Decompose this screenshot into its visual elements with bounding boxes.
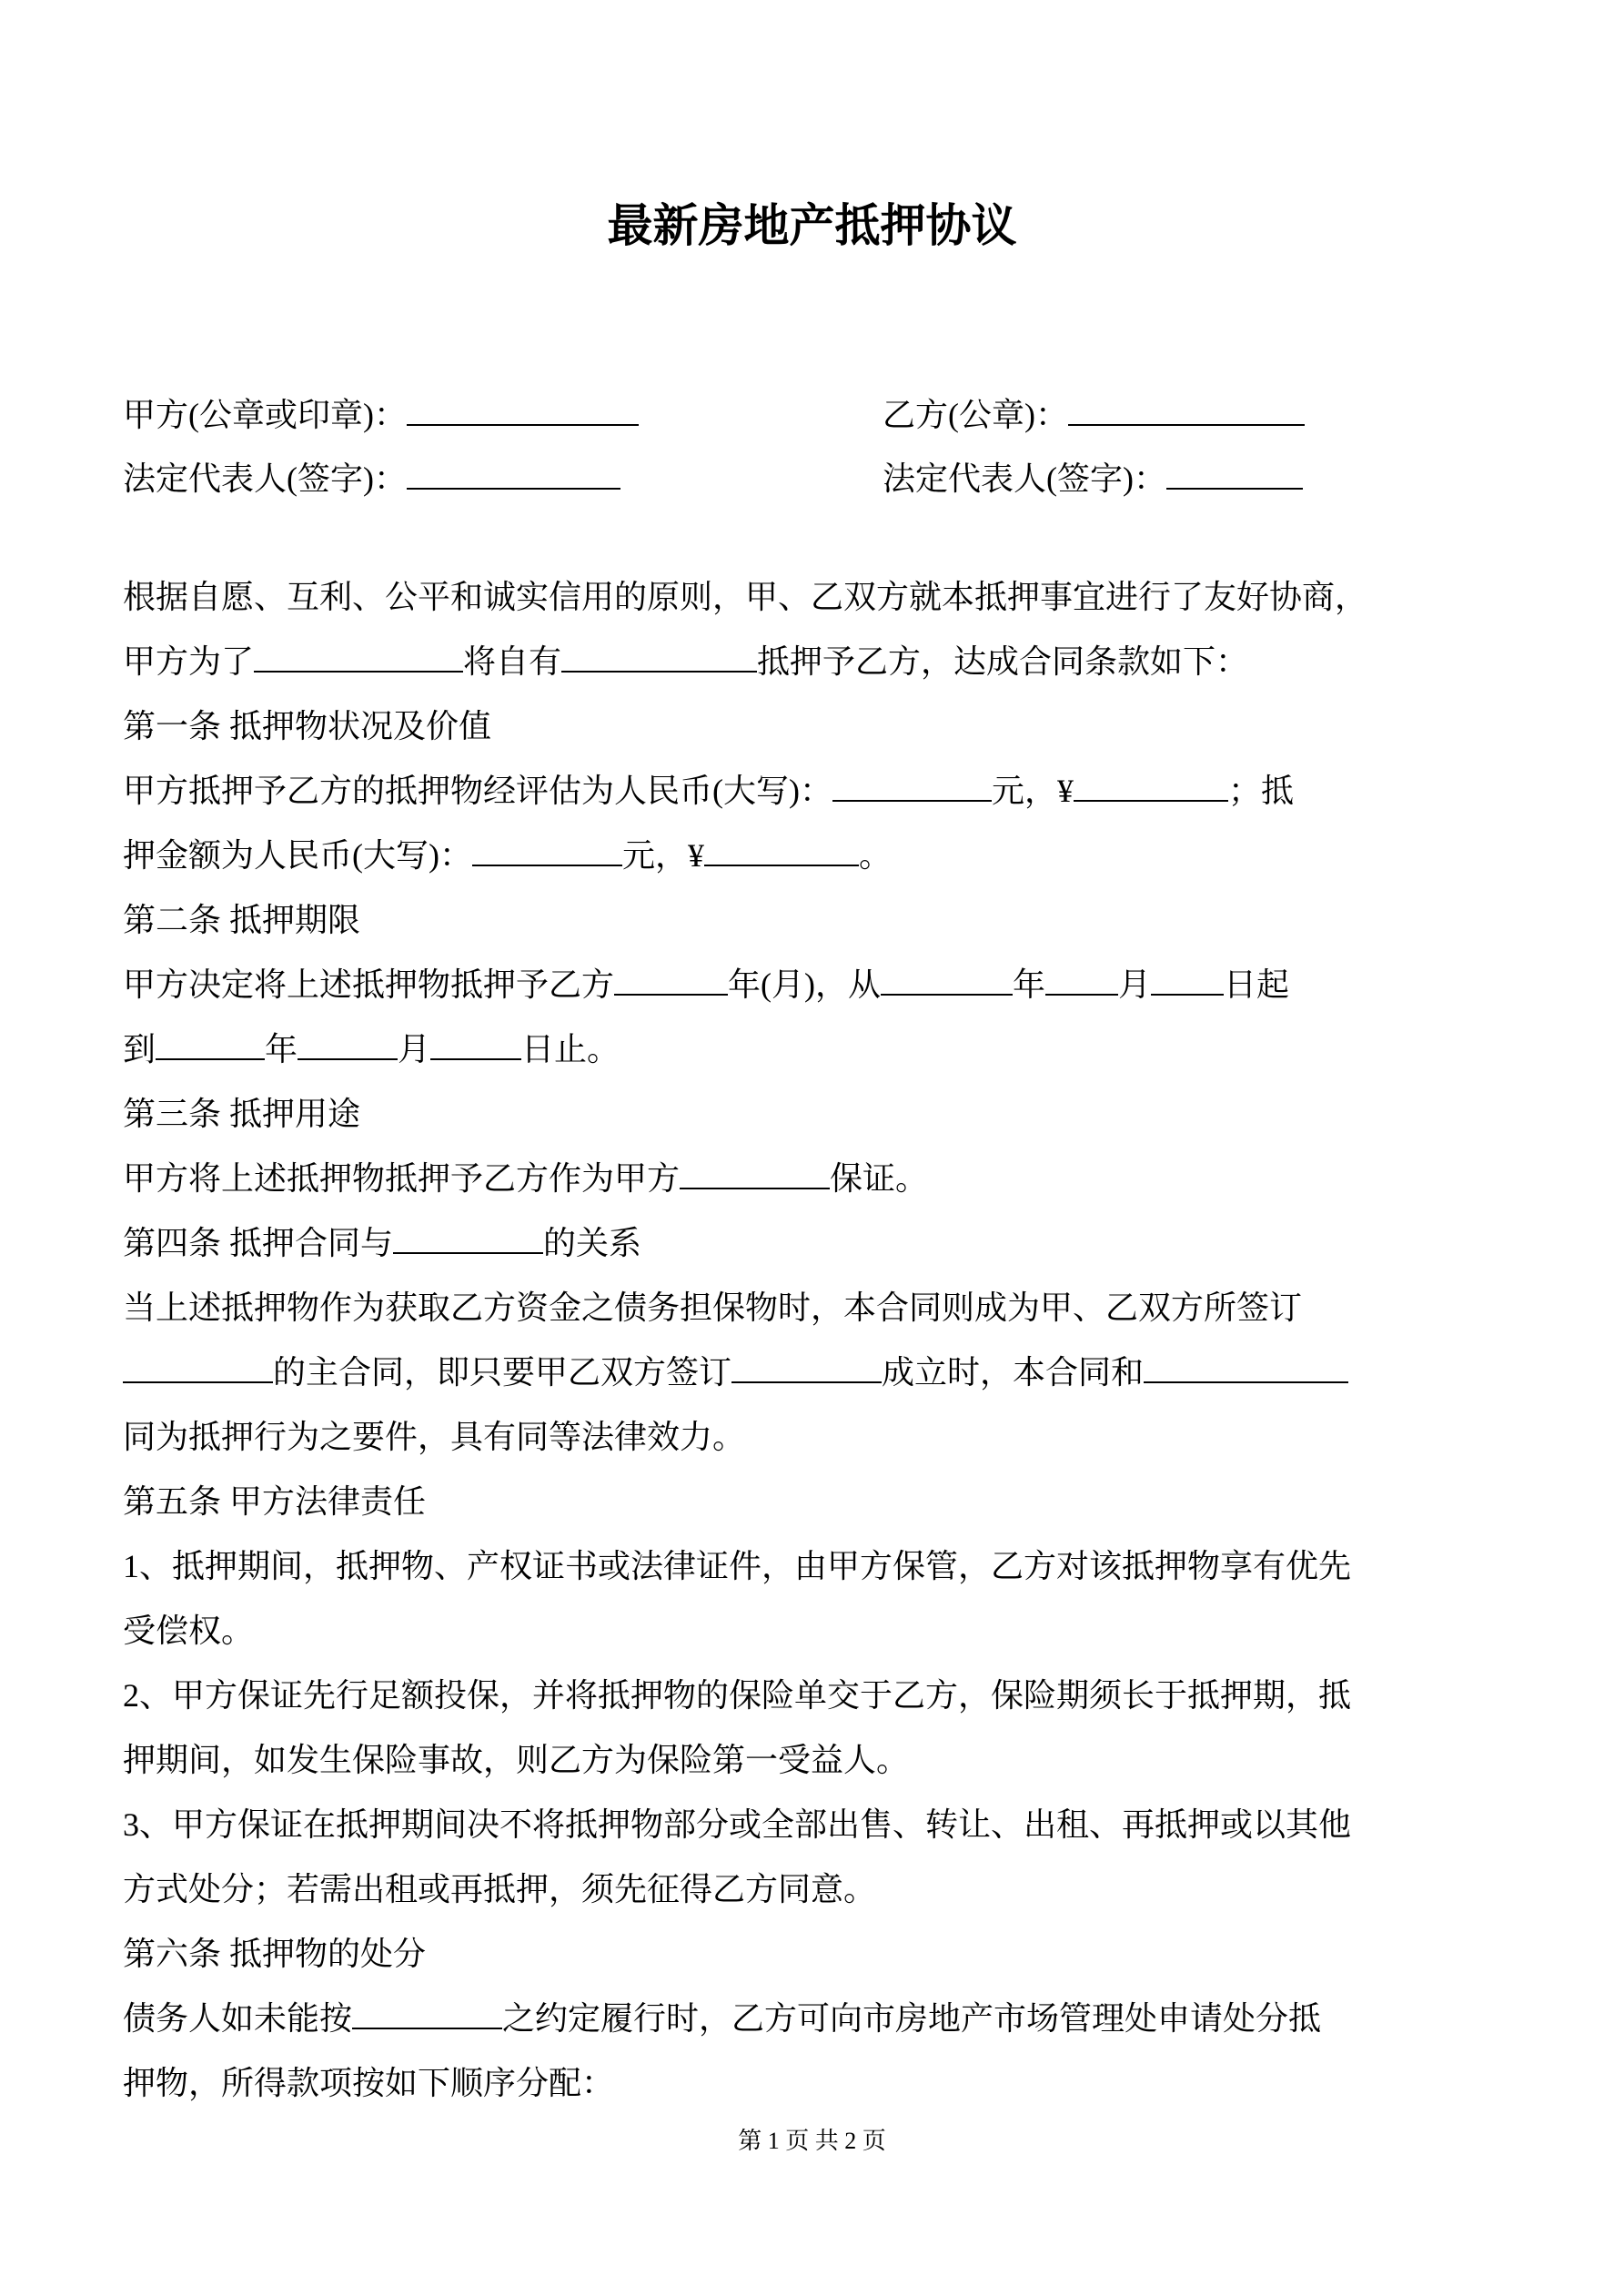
body-text: 方式处分；若需出租或再抵押，须先征得乙方同意。 [123,1871,877,1907]
fill-in-blank [156,1055,265,1060]
party-cell [123,383,883,447]
body-text: 1、抵押期间，抵押物、产权证书或法律证件，由甲方保管，乙方对该抵押物享有优先 [123,1548,1352,1584]
fill-in-blank [430,1055,521,1060]
fill-in-blank [1068,420,1305,426]
body-text: 月 [398,1031,431,1067]
fill-in-blank [393,1249,543,1254]
body-text: 第六条 抵押物的处分 [123,1936,427,1972]
body-line [123,824,1606,888]
body-text: 受偿权。 [123,1613,255,1649]
fill-in-blank [832,796,992,802]
fill-in-blank [731,1378,882,1383]
body-text: 押金额为人民币(大写)： [123,837,472,874]
body-text: 的主合同，即只要甲乙双方签订 [273,1354,732,1391]
body-line [123,1922,1606,1987]
body-line [123,1276,1606,1340]
body-text: 成立时，本合同和 [882,1354,1145,1391]
body-line [123,565,1606,630]
fill-in-blank [472,861,622,866]
party-row [123,447,1588,511]
body-text: 年 [265,1031,298,1067]
fill-in-blank [1045,990,1118,996]
fill-in-blank [1166,484,1303,490]
body-line [123,1340,1606,1405]
page-footer: 第 1 页 共 2 页 [738,2128,886,2154]
party-label: 法定代表人(签字)： [123,460,407,497]
document-title: 最新房地产抵押协议 [607,200,1017,251]
body-text: 押物，所得款项按如下顺序分配： [123,2065,615,2101]
party-label: 乙方(公章)： [883,397,1068,433]
body-line [123,1211,1606,1276]
party-cell [883,447,1588,511]
fill-in-blank [561,667,757,673]
fill-in-blank [298,1055,398,1060]
body-text: 元，¥ [991,773,1074,809]
body-text: 当上述抵押物作为获取乙方资金之债务担保物时，本合同则成为甲、乙双方所签订 [123,1290,1303,1326]
body-text: ；抵 [1228,773,1295,809]
body-line [123,630,1606,694]
body-text: 同为抵押行为之要件，具有同等法律效力。 [123,1419,746,1455]
body-line [123,888,1606,953]
body-line [123,1857,1606,1922]
fill-in-blank [407,484,620,490]
body-text: 押期间，如发生保险事故，则乙方为保险第一受益人。 [123,1742,910,1778]
body-line [123,1987,1606,2051]
fill-in-blank [1144,1378,1348,1383]
body-line [123,1793,1606,1857]
body-line [123,1017,1606,1082]
body-text: 年(月)，从 [728,966,881,1003]
body-line [123,1534,1606,1599]
party-label: 法定代表人(签字)： [883,460,1166,497]
body-text: 抵押予乙方，达成合同条款如下： [757,643,1249,680]
party-cell [123,447,883,511]
party-row [123,383,1588,447]
body-text: 到 [123,1031,156,1067]
body-text: 根据自愿、互利、公平和诚实信用的原则，甲、乙双方就本抵押事宜进行了友好协商， [123,579,1368,615]
body-text: 2、甲方保证先行足额投保，并将抵押物的保险单交于乙方，保险期须长于抵押期，抵 [123,1677,1352,1714]
party-cell [883,383,1588,447]
body-text: 之约定履行时，乙方可向市房地产市场管理处申请处分抵 [502,2000,1322,2037]
body-line [123,1405,1606,1470]
body-line [123,759,1606,824]
body-text: 年 [1013,966,1046,1003]
body-line [123,953,1606,1017]
body-line [123,1664,1606,1728]
body-text: 第三条 抵押用途 [123,1096,361,1132]
fill-in-blank [254,667,463,673]
fill-in-blank [881,990,1013,996]
body-line [123,1599,1606,1664]
body-line [123,694,1606,759]
body-line [123,1728,1606,1793]
body-text: 第五条 甲方法律责任 [123,1483,427,1520]
fill-in-blank [704,861,859,866]
body-text: 债务人如未能按 [123,2000,353,2037]
body-text: 元，¥ [621,837,704,874]
body-text: 。 [859,837,893,874]
body-line [123,1470,1606,1534]
body-line [123,1147,1606,1211]
body-text: 甲方抵押予乙方的抵押物经评估为人民币(大写)： [123,773,832,809]
body-text: 3、甲方保证在抵押期间决不将抵押物部分或全部出售、转让、出租、再抵押或以其他 [123,1806,1352,1843]
fill-in-blank [1074,796,1228,802]
body-line [123,1082,1606,1147]
body-text: 将自有 [463,643,562,680]
document-body [0,565,1624,2116]
body-text: 保证。 [830,1160,929,1197]
body-text: 甲方将上述抵押物抵押予乙方作为甲方 [123,1160,681,1197]
body-text: 甲方决定将上述抵押物抵押予乙方 [123,966,615,1003]
fill-in-blank [352,2024,502,2029]
signature-header [0,383,1624,511]
party-label: 甲方(公章或印章)： [123,397,407,433]
body-text: 第一条 抵押物状况及价值 [123,708,492,744]
body-text: 第四条 抵押合同与 [123,1225,394,1261]
body-text: 甲方为了 [123,643,255,680]
body-text: 日止。 [521,1031,620,1067]
fill-in-blank [614,990,728,996]
body-text: 的关系 [543,1225,642,1261]
fill-in-blank [1151,990,1224,996]
fill-in-blank [680,1184,830,1189]
fill-in-blank [123,1378,273,1383]
body-text: 第二条 抵押期限 [123,902,361,938]
body-text: 月 [1118,966,1152,1003]
body-text: 日起 [1224,966,1290,1003]
fill-in-blank [407,420,639,426]
body-line [123,2051,1606,2116]
